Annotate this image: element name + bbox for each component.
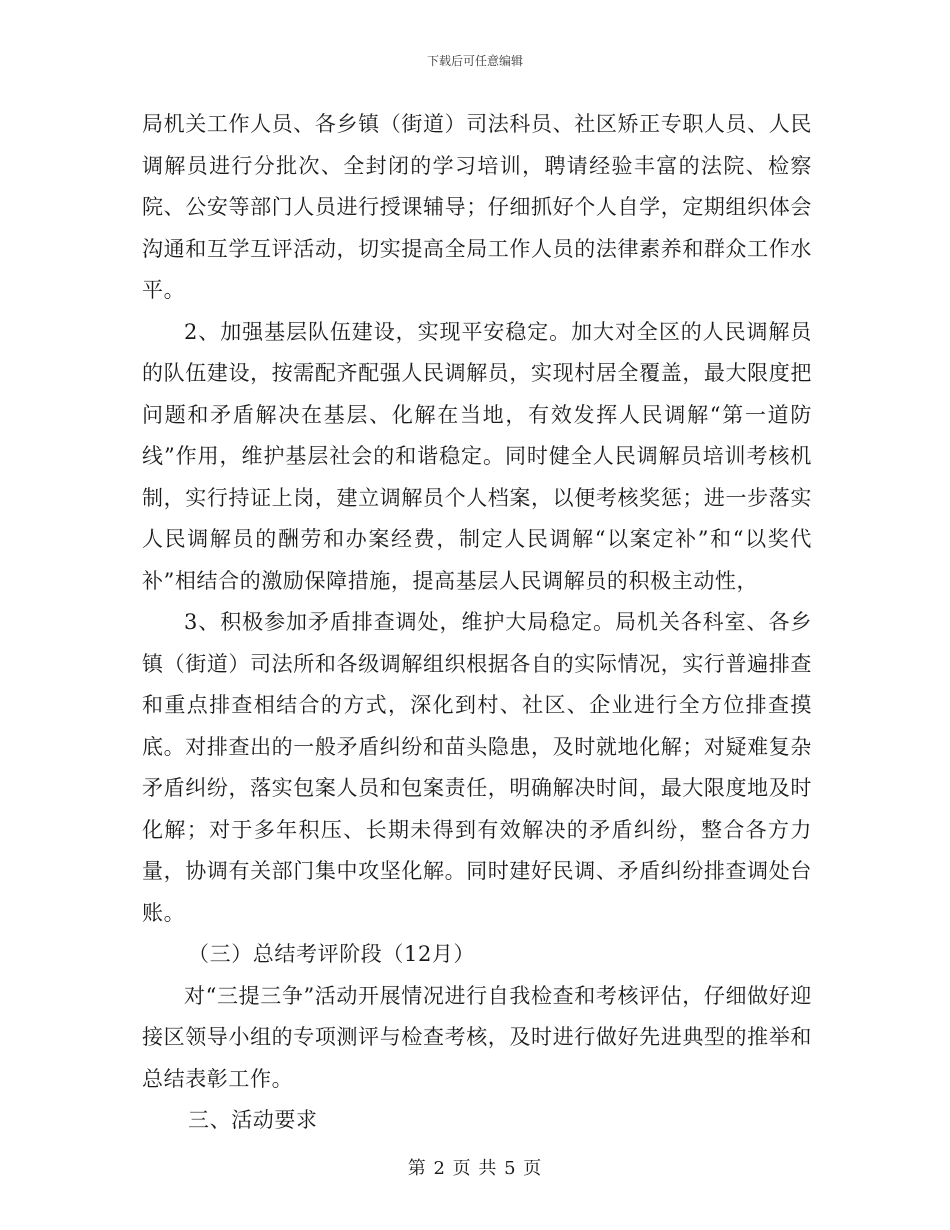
document-body — [142, 104, 812, 1142]
paragraph-continuation: 局机关工作人员、各乡镇（街道）司法科员、社区矫正专职人员、人民调解员进行分批次、全封闭的学习培训，聘请经验丰富的法院、检察院、公安等部门人员进行授课辅导；仔细抓好个人自学，定期组织体会沟通和互学互评活动，切实提高全局工作人员的法律素养和群众工作水平。 — [142, 112, 812, 302]
page-header: 下载后可任意编辑 — [426, 54, 523, 68]
paragraph-evaluation: 对“三提三争”活动开展情况进行自我检查和考核评估，仔细做好迎接区领导小组的专项测评与检查考核，及时进行做好先进典型的推举和总结表彰工作。 — [142, 983, 812, 1091]
paragraph-item-2: 2、加强基层队伍建设，实现平安稳定。加大对全区的人民调解员的队伍建设，按需配齐配强人民调解员，实现村居全覆盖，最大限度把问题和矛盾解决在基层、化解在当地，有效发挥人民调解“第一道防线”作用，维护基层社会的和谐稳定。同时健全人民调解员培训考核机制，实行持证上岗，建立调解员个人档案，以便考核奖惩；进一步落实人民调解员的酬劳和办案经费，制定人民调解“以案定补”和“以奖代补”相结合的激励保障措施，提高基层人民调解员的积极主动性， — [142, 319, 812, 593]
page-number-footer: 第 2 页 共 5 页 — [407, 1158, 543, 1179]
section-heading-requirements: 三、活动要求 — [188, 1108, 318, 1132]
paragraph-item-3: 3、积极参加矛盾排查调处，维护大局稳定。局机关各科室、各乡镇（街道）司法所和各级调解组织根据各自的实际情况，实行普遍排查和重点排查相结合的方式，深化到村、社区、企业进行全方位排查摸底。对排查出的一般矛盾纠纷和苗头隐患，及时就地化解；对疑难复杂矛盾纠纷，落实包案人员和包案责任，明确解决时间，最大限度地及时化解；对于多年积压、长期未得到有效解决的矛盾纠纷，整合各方力量，协调有关部门集中攻坚化解。同时建好民调、矛盾纠纷排查调处台账。 — [142, 610, 812, 925]
section-heading-stage-3: （三）总结考评阶段（12月） — [188, 942, 476, 966]
